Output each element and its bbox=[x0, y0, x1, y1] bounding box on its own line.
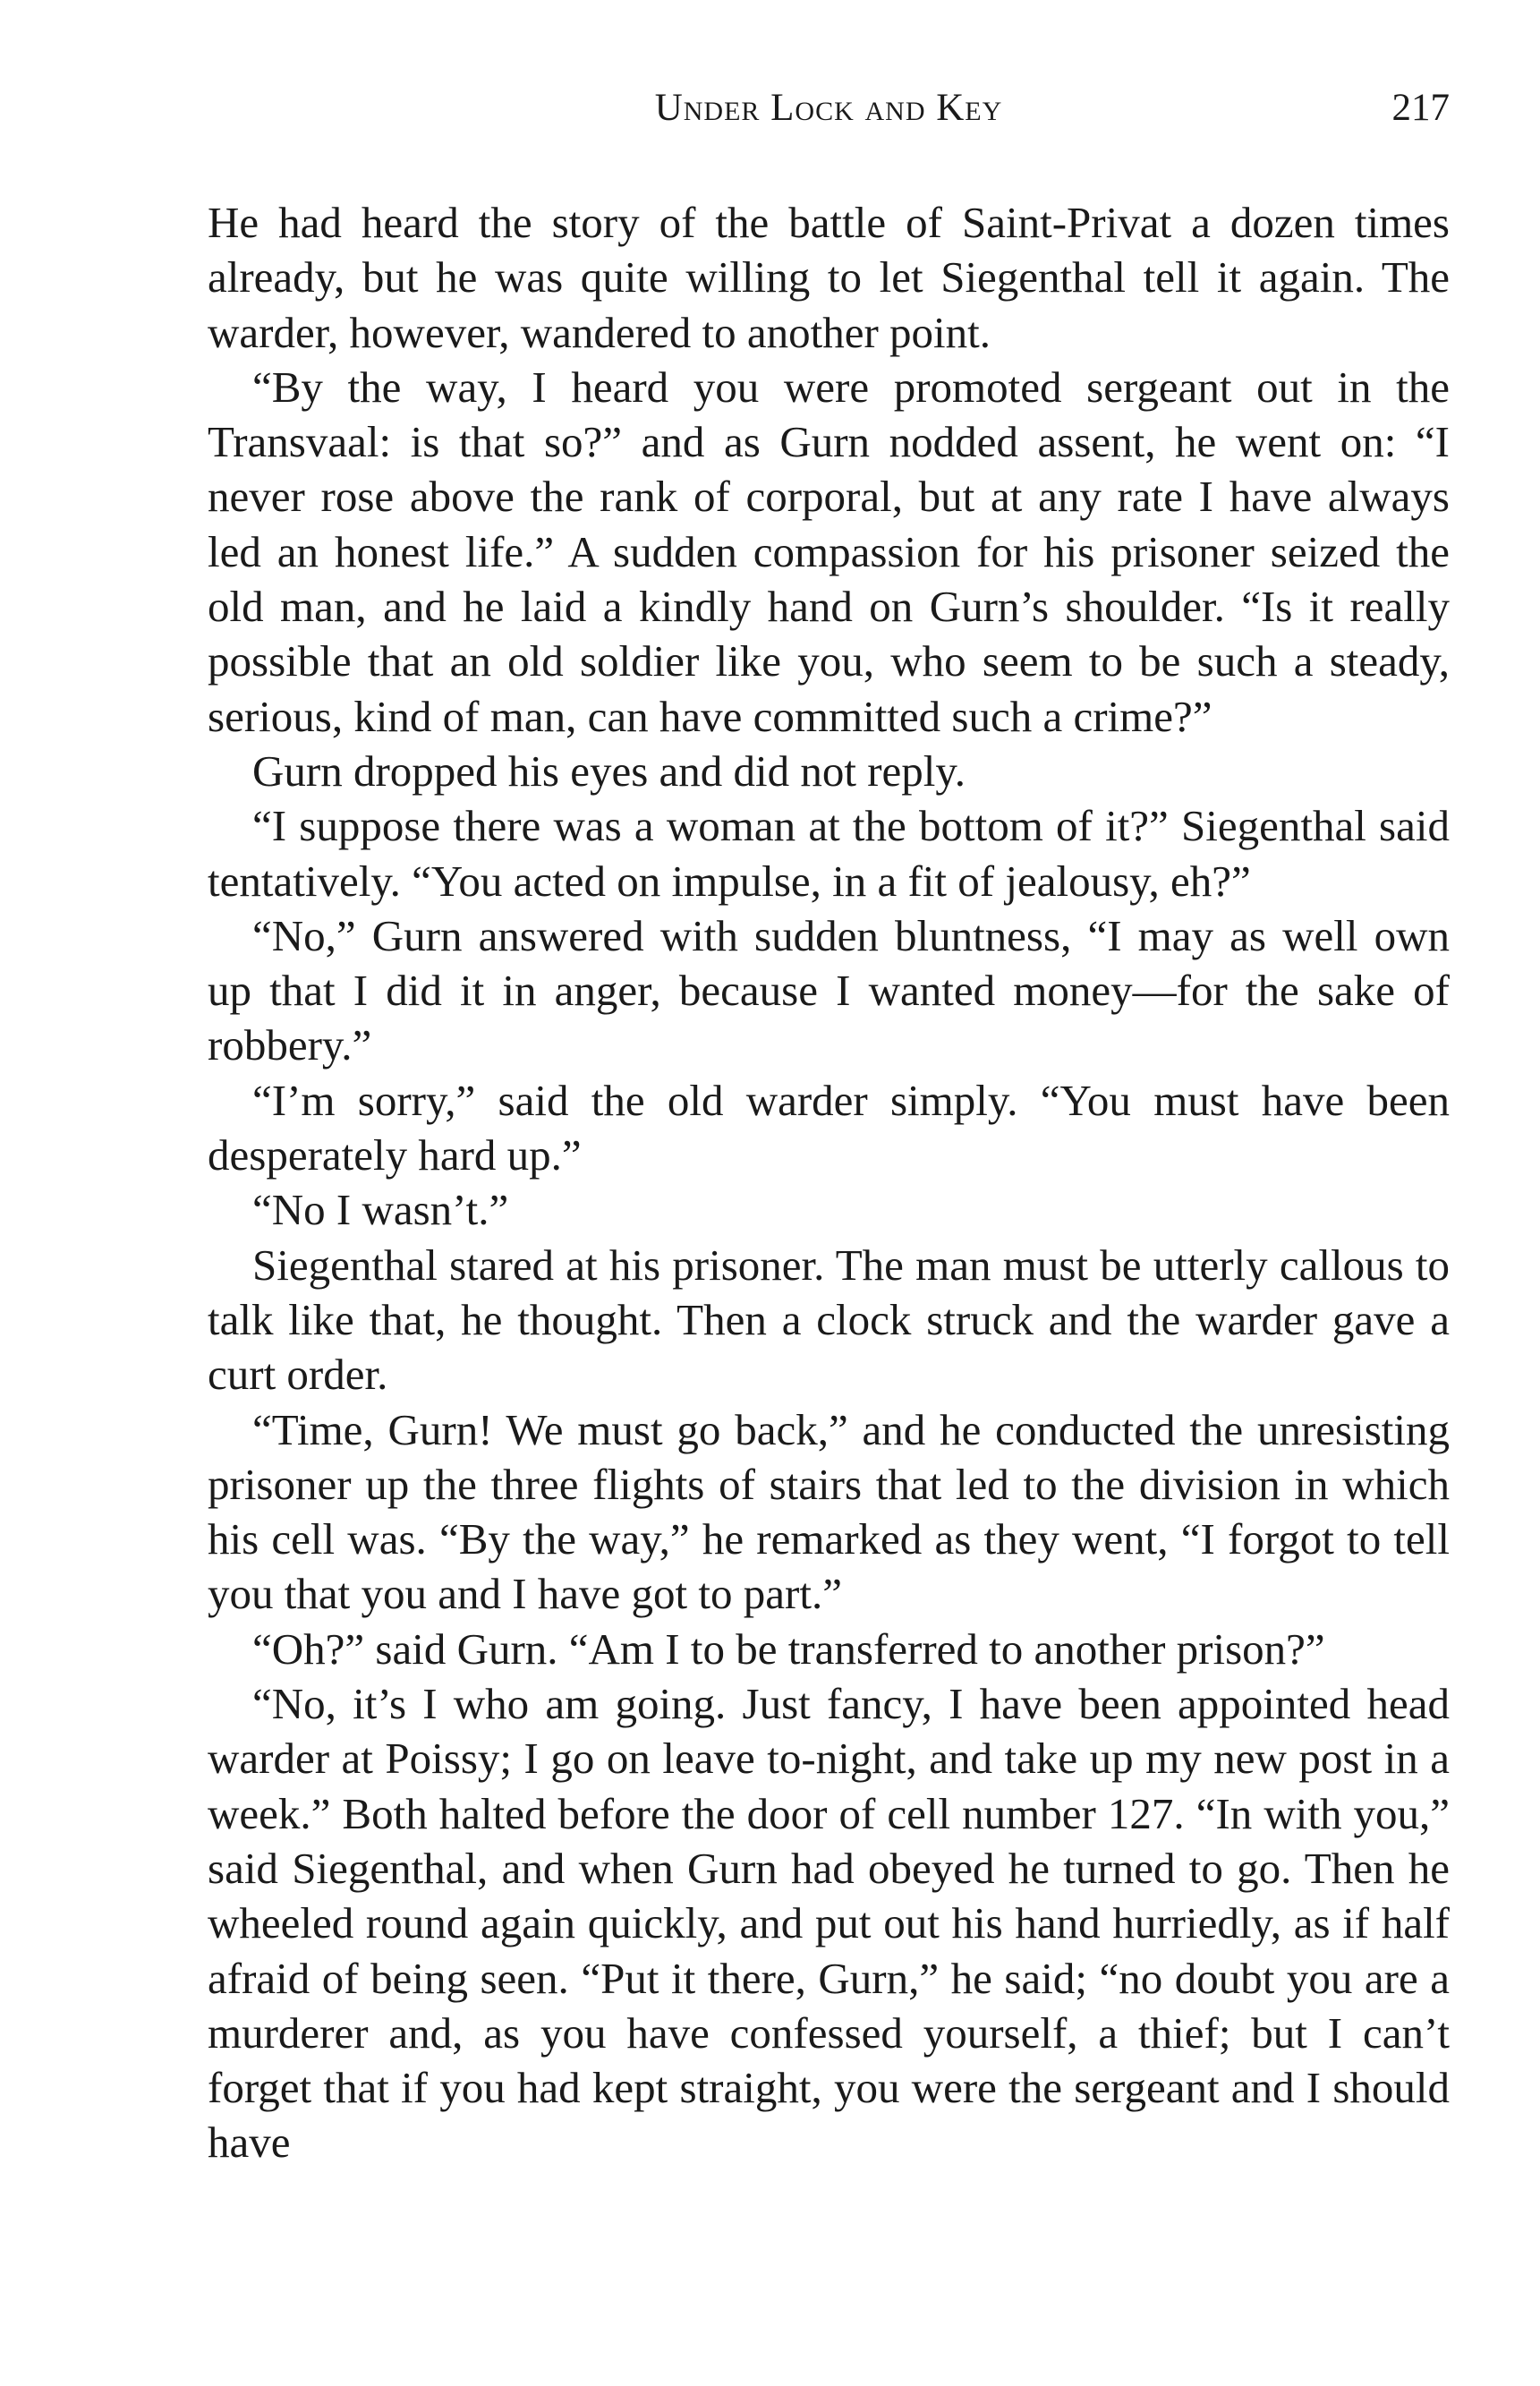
running-head bbox=[208, 86, 1450, 149]
paragraph: “By the way, I heard you were promoted sergeant out in the Transvaal: is that so?” and as Gurn nodded assent, he went on: “I never rose above the rank of corporal, but at any rate I have always led an honest life.” A sudden compassion for his prisoner seized the old man, and he laid a kindly hand on Gurn’s shoulder. “Is it really possible that an old soldier like you, who seem to be such a steady, serious, kind of man, can have committed such a crime?” bbox=[208, 362, 1450, 741]
paragraph: “No,” Gurn answered with sudden bluntness, “I may as well own up that I did it in anger, because I wanted money—for the sake of robbery.” bbox=[208, 910, 1450, 1070]
paragraph: “Time, Gurn! We must go back,” and he conducted the unresisting prisoner up the three flights of stairs that led to the division in which his cell was. “By the way,” he remarked as they went, “I forgot to tell you that you and I have got to part.” bbox=[208, 1404, 1450, 1619]
page-number: 217 bbox=[1391, 87, 1450, 129]
paragraph: “Oh?” said Gurn. “Am I to be transferred to another prison?” bbox=[252, 1623, 1325, 1674]
paragraph: “I’m sorry,” said the old warder simply. “You must have been desperately hard up.” bbox=[208, 1075, 1450, 1180]
paragraph: He had heard the story of the battle of Saint-Privat a dozen times already, but he was quite willing to let Siegenthal tell it again. The warder, however, wandered to another point. bbox=[208, 198, 1450, 357]
paragraph: “I suppose there was a woman at the bottom of it?” Siegenthal said tentatively. “You acted on impulse, in a fit of jealousy, eh?” bbox=[208, 801, 1450, 906]
paragraph: Gurn dropped his eyes and did not reply. bbox=[252, 746, 966, 796]
running-title: Under Lock and Key bbox=[654, 87, 1003, 129]
paragraph: Siegenthal stared at his prisoner. The man must be utterly callous to talk like that, he thought. Then a clock struck and the warder gave a curt order. bbox=[208, 1240, 1450, 1400]
paragraph: “No I wasn’t.” bbox=[252, 1185, 509, 1235]
body-text bbox=[208, 195, 1450, 2170]
paragraph: “No, it’s I who am going. Just fancy, I have been appointed head warder at Poissy; I go on leave to-night, and take up my new post in a week.” Both halted before the door of cell number 127. “In with you,” said Siegenthal, and when Gurn had obeyed he turned to go. Then he wheeled round again quickly, and put out his hand hurriedly, as if half afraid of being seen. “Put it there, Gurn,” he said; “no doubt you are a murderer and, as you have confessed yourself, a thief; but I can’t forget that if you had kept straight, you were the sergeant and I should have bbox=[208, 1679, 1450, 2168]
